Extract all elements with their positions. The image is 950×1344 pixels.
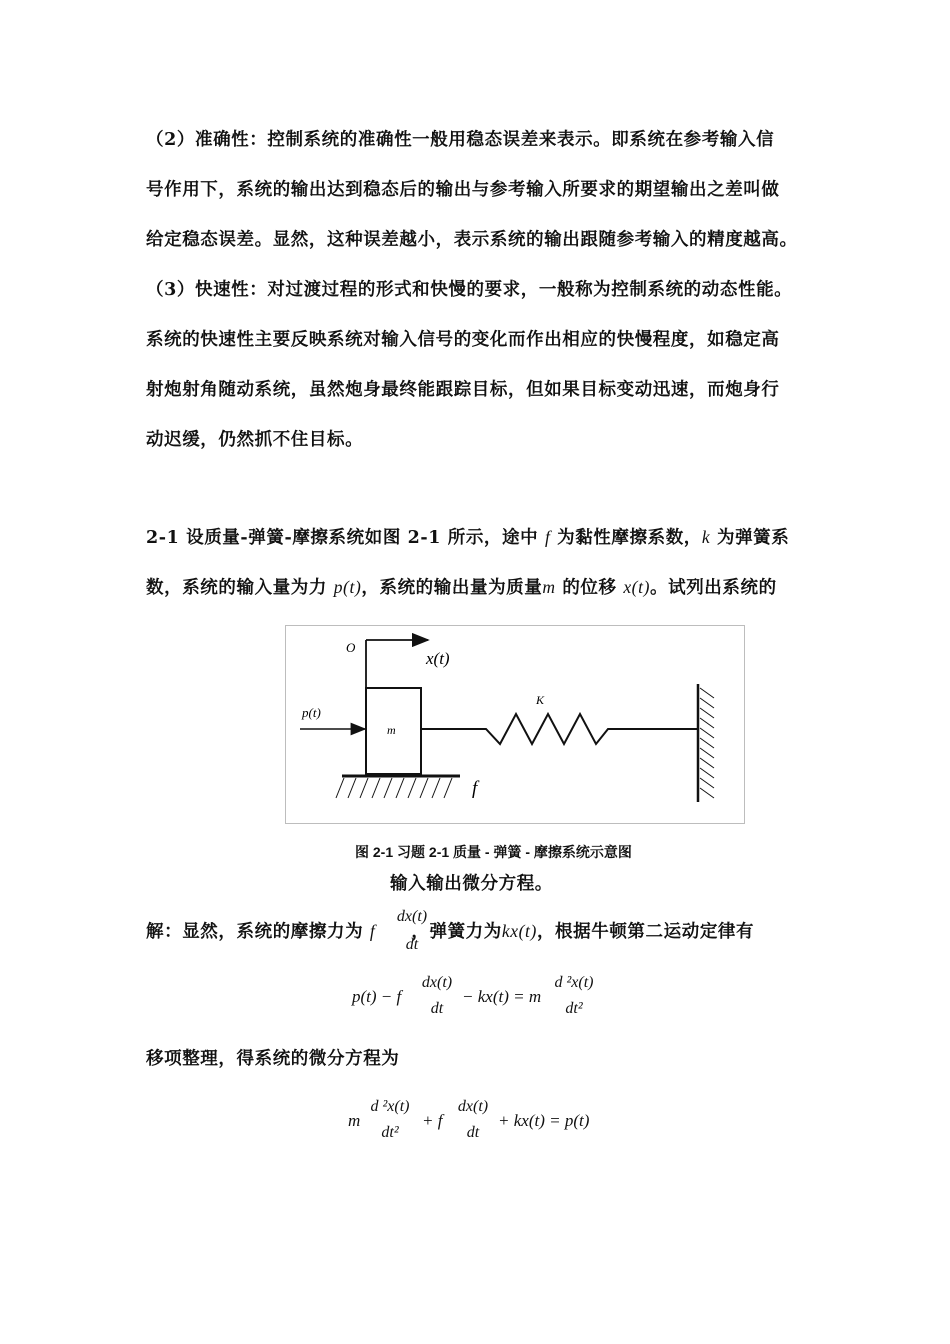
symbol-k: k [701, 527, 711, 547]
paragraph-line: 给定稳态误差。显然，这种误差越小，表示系统的输出跟随参考输入的精度越高。 [146, 230, 798, 250]
problem-text: ，系统的输出量为质量 [361, 578, 543, 598]
origin-label: O [346, 640, 356, 655]
symbol-kxt: kx(t) [501, 921, 537, 941]
problem-text: 为黏性摩擦系数， [550, 528, 702, 548]
ground-hatching [336, 778, 452, 798]
friction-label: f [472, 778, 478, 799]
problem-text: 2-1 设质量-弹簧-摩擦系统如图 2-1 所示，途中 [146, 528, 545, 548]
solution-text: ，根据牛顿第二运动定律有 [536, 922, 755, 942]
wall-hatching [700, 688, 714, 798]
equation-1-mid: − kx(t) = m [462, 987, 542, 1006]
problem-line-3: 输入输出微分方程。 [390, 874, 553, 894]
paragraph-line: 射炮射角随动系统，虽然炮身最终能跟踪目标，但如果目标变动迅速，而炮身行 [146, 380, 780, 400]
xt-label: x(t) [426, 649, 450, 668]
problem-text: 为弹簧系 [710, 528, 790, 548]
symbol-xt: x(t) [623, 577, 650, 597]
equation-1-frac1-num: dx(t) [421, 974, 453, 991]
friction-fraction-denominator: dt [405, 936, 419, 953]
solution-text: ，弹簧力为 [411, 922, 502, 942]
equation-2-right: + kx(t) = p(t) [498, 1111, 590, 1130]
symbol-pt: p(t) [333, 577, 362, 597]
equation-2-frac1-den: dt² [381, 1124, 399, 1141]
equation-2-frac2-den: dt [466, 1124, 480, 1141]
equation-2-frac1-num: d ²x(t) [370, 1098, 410, 1115]
equation-1-frac2-den: dt² [565, 1000, 583, 1017]
paragraph-line: （2）准确性：控制系统的准确性一般用稳态误差来表示。即系统在参考输入信 [146, 130, 775, 150]
paragraph-line: 号作用下，系统的输出达到稳态后的输出与参考输入所要求的期望输出之差叫做 [146, 180, 780, 200]
friction-fraction-numerator: dx(t) [396, 908, 428, 925]
spring [421, 714, 698, 744]
equation-1-left: p(t) − f [352, 987, 402, 1006]
problem-text: 的位移 [555, 578, 624, 598]
problem-text: 数，系统的输入量为力 [146, 578, 334, 598]
symbol-f: f [544, 527, 551, 547]
solution-intro [146, 918, 754, 943]
pt-label: p(t) [302, 705, 321, 720]
symbol-f: f [369, 921, 376, 941]
problem-text: 。试列出系统的 [650, 578, 777, 598]
mass-spring-damper-diagram [286, 626, 744, 823]
mass-label: m [387, 723, 396, 737]
problem-line-2 [146, 574, 777, 599]
equation-1-frac2-num: d ²x(t) [554, 974, 594, 991]
figure-2-1 [285, 625, 745, 824]
equation-1-frac1-den: dt [430, 1000, 444, 1017]
equation-2-plus-f: + f [422, 1111, 443, 1130]
rearrange-text: 移项整理，得系统的微分方程为 [146, 1049, 400, 1069]
problem-line-1 [146, 524, 789, 549]
solution-text: 解：显然，系统的摩擦力为 [146, 922, 370, 942]
equation-2-m: m [348, 1111, 361, 1130]
figure-caption: 图 2-1 习题 2-1 质量 - 弹簧 - 摩擦系统示意图 [355, 844, 632, 860]
paragraph-line: （3）快速性：对过渡过程的形式和快慢的要求，一般称为控制系统的动态性能。 [146, 280, 793, 300]
spring-label: K [536, 693, 545, 707]
paragraph-line: 动迟缓，仍然抓不住目标。 [146, 430, 364, 450]
equation-2-frac2-num: dx(t) [457, 1098, 489, 1115]
paragraph-line: 系统的快速性主要反映系统对输入信号的变化而作出相应的快慢程度，如稳定高 [146, 330, 780, 350]
symbol-m: m [542, 577, 556, 597]
